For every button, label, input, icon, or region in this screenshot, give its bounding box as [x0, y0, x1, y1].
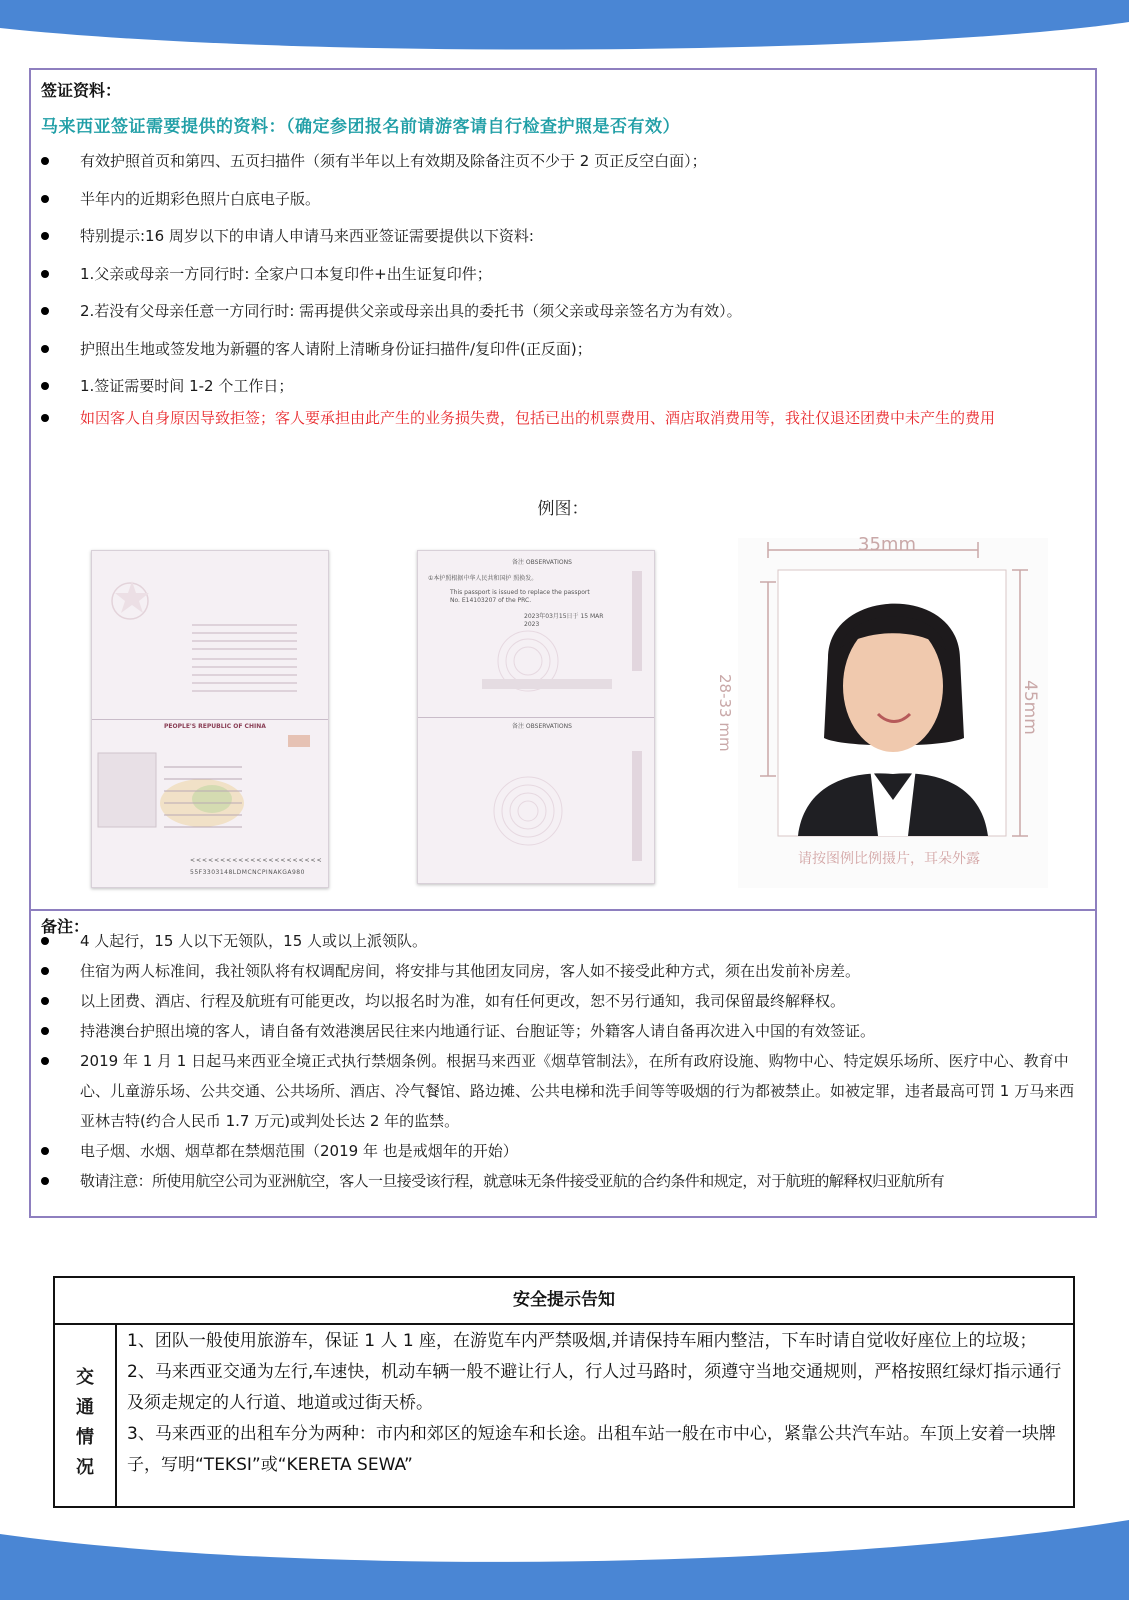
- notes-title: 备注：: [41, 917, 90, 936]
- list-item: 住宿为两人标准间，我社领队将有权调配房间，将安排与其他团友同房，客人如不接受此种方式，须在出发前补房差。: [31, 956, 1081, 986]
- bullet-icon: [41, 967, 49, 975]
- list-item: 4 人起行，15 人以下无领队，15 人或以上派领队。: [31, 926, 1081, 956]
- list-item-warning: 如因客人自身原因导致拒签；客人要承担由此产生的业务损失费，包括已出的机票费用、酒店取消费用等，我社仅退还团费中未产生的费用: [31, 403, 1081, 433]
- traffic-category-cell: 交 通 情 况: [55, 1323, 117, 1506]
- notice-line: 1、团队一般使用旅游车，保证 1 人 1 座，在游览车内严禁吸烟,并请保持车厢内整洁，下车时请自觉收好座位上的垃圾；: [127, 1331, 1037, 1351]
- visa-requirements-list: [31, 146, 1081, 440]
- notice-line: 3、马来西亚的出租车分为两种：市内和郊区的短途车和长途。出租车站一般在市中心，紧靠公共汽车站。车顶上安着一块牌子，写明“TEKSI”或“KERETA SEWA”: [127, 1424, 1056, 1475]
- visa-subtitle: 马来西亚签证需要提供的资料：（确定参团报名前请游客请自行检查护照是否有效）: [41, 117, 680, 137]
- list-item: 持港澳台护照出境的客人，请自备有效港澳居民往来内地通行证、台胞证等；外籍客人请自备再次进入中国的有效签证。: [31, 1016, 1081, 1046]
- bullet-icon: [41, 232, 49, 240]
- bullet-icon: [41, 937, 49, 945]
- bullet-icon: [41, 1147, 49, 1155]
- traffic-notice-content: [127, 1326, 1065, 1481]
- safety-notice-title: 安全提示告知: [55, 1278, 1073, 1325]
- passport-info-page-image: PEOPLE'S REPUBLIC OF CHINA <<<<<<<<<<<<<<<<<<<<<< 55F3303148LDMCNCPINAKGA980: [91, 550, 329, 888]
- bullet-icon: [41, 1177, 49, 1185]
- photo-face-height-label: 28-33 mm: [716, 674, 734, 752]
- bullet-icon: [41, 1057, 49, 1065]
- list-item: 1.签证需要时间 1-2 个工作日；: [31, 371, 1081, 401]
- bullet-icon: [41, 307, 49, 315]
- example-label: 例图：: [537, 499, 589, 519]
- bullet-icon: [41, 1027, 49, 1035]
- bullet-icon: [41, 345, 49, 353]
- top-wave-banner: [0, 0, 1129, 70]
- id-photo-example-image: [716, 534, 1048, 888]
- bullet-icon: [41, 382, 49, 390]
- passport-observations-page-image: 备注 OBSERVATIONS ①本护照根据中华人民共和国护 照换发。 This passport is issued to replace the passport No. E14103207 of the PRC. 2023年03月15日于 15 MAR 2023 备注 OBSERVATIONS: [417, 550, 655, 884]
- list-item: 有效护照首页和第四、五页扫描件（须有半年以上有效期及除备注页不少于 2 页正反空白面）；: [31, 146, 1081, 176]
- bullet-icon: [41, 157, 49, 165]
- notice-line: 2、马来西亚交通为左行,车速快，机动车辆一般不避让行人，行人过马路时，须遵守当地交通规则，严格按照红绿灯指示通行及须走规定的人行道、地道或过街天桥。: [127, 1362, 1062, 1413]
- bullet-icon: [41, 414, 49, 422]
- photo-caption: 请按图例比例摄片，耳朵外露: [798, 851, 980, 867]
- list-item: 2.若没有父母亲任意一方同行时: 需再提供父亲或母亲出具的委托书（须父亲或母亲签名方为有效）。: [31, 296, 1081, 326]
- list-item: 敬请注意：所使用航空公司为亚洲航空，客人一旦接受该行程，就意味无条件接受亚航的合约条件和规定，对于航班的解释权归亚航所有: [31, 1166, 1081, 1196]
- notes-list: [31, 926, 1081, 1196]
- safety-notice-table: [53, 1276, 1075, 1508]
- list-item: 半年内的近期彩色照片白底电子版。: [31, 184, 1081, 214]
- list-item: 护照出生地或签发地为新疆的客人请附上清晰身份证扫描件/复印件(正反面)；: [31, 334, 1081, 364]
- visa-section: [29, 68, 1097, 1218]
- list-item: 以上团费、酒店、行程及航班有可能更改，均以报名时为准，如有任何更改，恕不另行通知，我司保留最终解释权。: [31, 986, 1081, 1016]
- list-item: 1.父亲或母亲一方同行时: 全家户口本复印件+出生证复印件；: [31, 259, 1081, 289]
- section-divider: [31, 909, 1095, 911]
- visa-title: 签证资料：: [41, 81, 122, 100]
- list-item: 特别提示:16 周岁以下的申请人申请马来西亚签证需要提供以下资料:: [31, 221, 1081, 251]
- list-item: 2019 年 1 月 1 日起马来西亚全境正式执行禁烟条例。根据马来西亚《烟草管制法》，在所有政府设施、购物中心、特定娱乐场所、医疗中心、教育中心、儿童游乐场、公共交通、公共场所、酒店、冷气餐馆、路边摊、公共电梯和洗手间等等吸烟的行为都被禁止。如被定罪，违者最高可罚 1 万马来西亚林吉特(约合人民币 1.7 万元)或判处长达 2 年的监禁。: [31, 1046, 1081, 1136]
- bullet-icon: [41, 997, 49, 1005]
- photo-width-label: 35mm: [858, 534, 916, 555]
- bullet-icon: [41, 195, 49, 203]
- list-item: 电子烟、水烟、烟草都在禁烟范围（2019 年 也是戒烟年的开始）: [31, 1136, 1081, 1166]
- bottom-wave-banner: [0, 1520, 1129, 1600]
- photo-height-label: 45mm: [1020, 680, 1040, 735]
- bullet-icon: [41, 270, 49, 278]
